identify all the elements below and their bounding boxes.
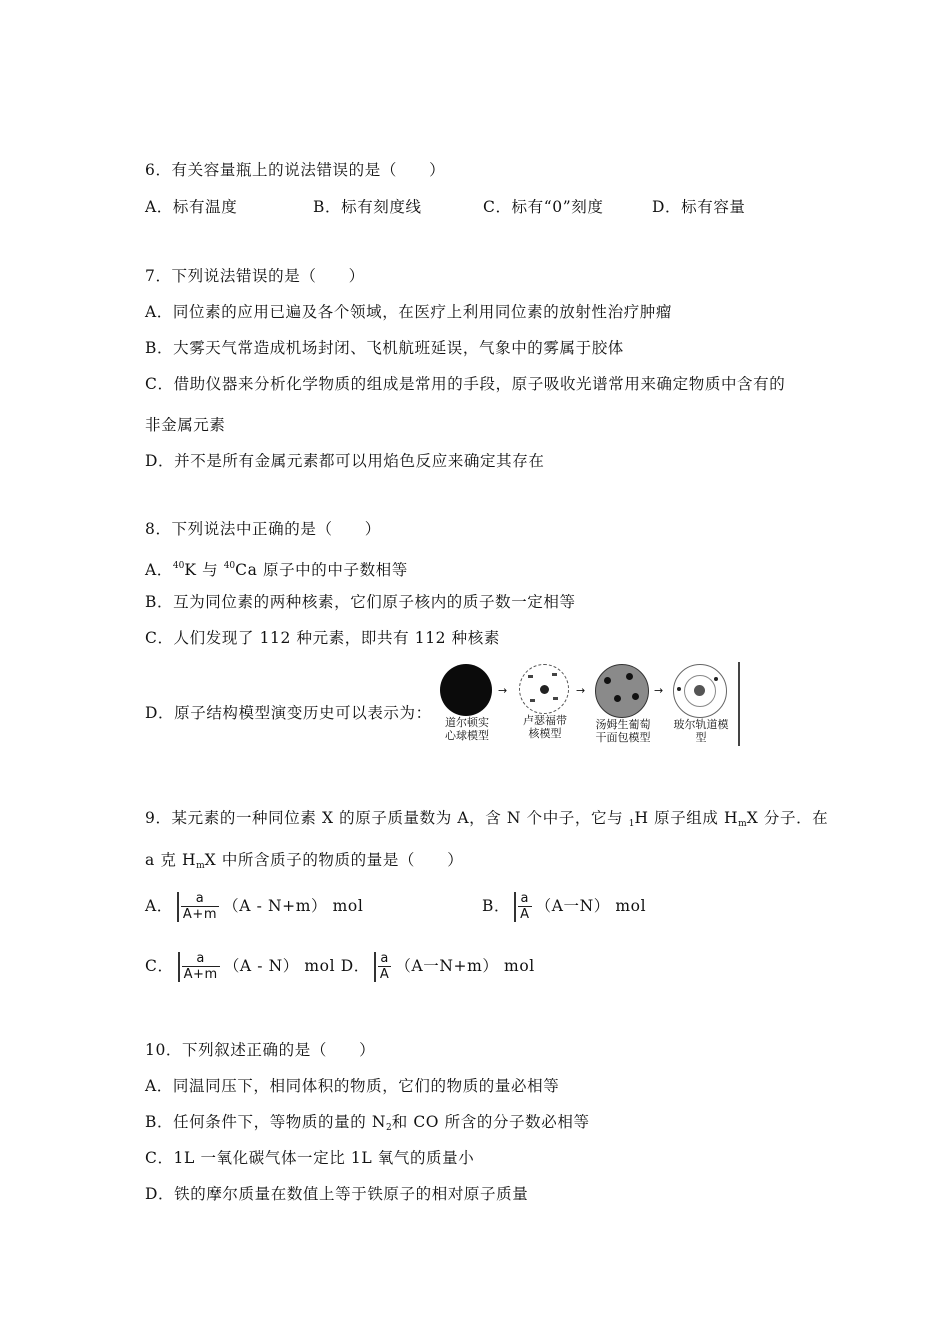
bohr-caption: 玻尔轨道模 型 [673, 718, 729, 744]
q9-options-cd: C． $\frac{a}{A+m}$ （A - N） mol D． $\frac{a}{A}$ （A一N+m） mol [145, 951, 535, 982]
q6-option-d: D．标有容量 [652, 198, 746, 216]
mass-number-k: 40 [172, 561, 185, 571]
thomson-caption: 汤姆生葡萄 干面包模型 [595, 718, 651, 744]
q7-option-c-line1: C．借助仪器来分析化学物质的组成是常用的手段，原子吸收光谱常用来确定物质中含有的 [145, 375, 786, 393]
fraction-a: $\frac{a}{A+m}$ [177, 892, 219, 922]
q9-option-a: A． $\frac{a}{A+m}$ （A - N+m） mol [145, 891, 364, 922]
q6-option-b: B．标有刻度线 [313, 198, 422, 216]
fraction-b: $\frac{a}{A}$ [514, 892, 532, 922]
q7-option-b: B．大雾天气常造成机场封闭、飞机航班延误，气象中的雾属于胶体 [145, 339, 624, 357]
q7-option-a: A．同位素的应用已遍及各个领域，在医疗上利用同位素的放射性治疗肿瘤 [145, 303, 672, 321]
dalton-model [436, 662, 496, 742]
rutherford-model [514, 662, 574, 740]
q9-stem-line2: a 克 $H_mX$ 中所含质子的物质的量是（ ） [145, 851, 464, 871]
q6-option-a: A．标有温度 [145, 198, 238, 216]
nuclear-atom-icon [519, 664, 569, 714]
q7-stem: 7．下列说法错误的是（ ） [145, 267, 365, 285]
mass-number-ca: 40 [223, 561, 236, 571]
q6-option-c: C．标有“0”刻度 [483, 198, 604, 216]
fraction-c: $\frac{a}{A+m}$ [178, 952, 220, 982]
q8-stem: 8．下列说法中正确的是（ ） [145, 520, 381, 538]
q8-option-c: C．人们发现了 112 种元素，即共有 112 种核素 [145, 629, 500, 647]
q10-option-c: C．1L 一氧化碳气体一定比 1L 氧气的质量小 [145, 1149, 475, 1167]
q10-option-b: B．任何条件下，等物质的量的 $N_2$和 CO 所含的分子数必相等 [145, 1113, 590, 1133]
q10-option-a: A．同温同压下，相同体积的物质，它们的物质的量必相等 [145, 1077, 560, 1095]
rutherford-caption: 卢瑟福带 核模型 [523, 714, 567, 740]
bohr-model [670, 662, 730, 744]
atomic-model-evolution-figure [436, 662, 740, 746]
dalton-caption: 道尔顿实 心球模型 [445, 716, 489, 742]
q8-option-d: D．原子结构模型演变历史可以表示为： [145, 704, 432, 722]
q10-stem: 10．下列叙述正确的是（ ） [145, 1041, 376, 1059]
orbital-atom-icon [673, 664, 727, 718]
q6-stem: 6．有关容量瓶上的说法错误的是（ ） [145, 161, 446, 179]
q7-option-d: D．并不是所有金属元素都可以用焰色反应来确定其存在 [145, 452, 545, 470]
q9-stem-line1: 9．某元素的一种同位素 X 的原子质量数为 A，含 N 个中子，它与 $_1$H 原子组成 $H_mX$ 分子．在 [145, 809, 829, 829]
arrow-icon: → [498, 684, 508, 697]
arrow-icon: → [576, 684, 586, 697]
plum-pudding-icon [595, 664, 649, 718]
q7-option-c-line2: 非金属元素 [145, 416, 226, 434]
q8-option-a [145, 556, 408, 580]
q8-a-rest: Ca 原子中的中子数相等 [235, 561, 408, 579]
thomson-model [592, 662, 652, 744]
q8-a-k: K 与 [184, 561, 224, 579]
arrow-icon: → [654, 684, 664, 697]
fraction-d: $\frac{a}{A}$ [374, 952, 392, 982]
q10-option-d: D．铁的摩尔质量在数值上等于铁原子的相对原子质量 [145, 1185, 529, 1203]
q9-option-b: B． $\frac{a}{A}$ （A一N） mol [482, 891, 647, 922]
q8-option-b: B．互为同位素的两种核素，它们原子核内的质子数一定相等 [145, 593, 576, 611]
solid-sphere-icon [440, 664, 492, 716]
q8-a-prefix: A． [145, 561, 173, 579]
